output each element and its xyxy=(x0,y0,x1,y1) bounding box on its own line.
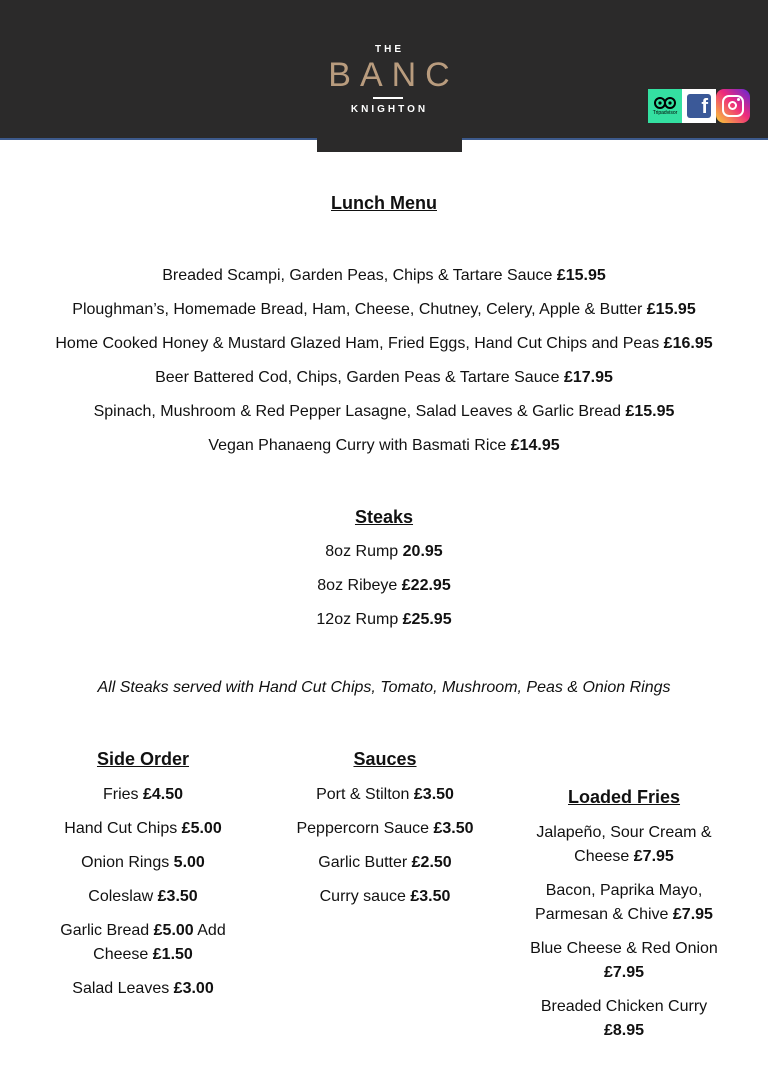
steak-item: 8oz Rump 20.95 xyxy=(325,543,443,560)
logo-town: KNIGHTON xyxy=(350,104,429,115)
side-item: Garlic Bread £5.00 Add Cheese £1.50 xyxy=(60,922,226,963)
side-item: Fries £4.50 xyxy=(102,786,184,803)
loaded-item: Jalapeño, Sour Cream & Cheese £7.95 xyxy=(536,824,712,865)
facebook-icon[interactable]: f xyxy=(682,89,716,123)
loaded-fries-section xyxy=(527,785,721,1053)
lunch-menu-title: Lunch Menu xyxy=(331,193,437,213)
logo-divider xyxy=(373,97,403,99)
loaded-fries-title: Loaded Fries xyxy=(567,787,681,807)
side-order-title: Side Order xyxy=(96,749,190,769)
side-item: Salad Leaves £3.00 xyxy=(72,980,214,997)
logo xyxy=(317,0,462,152)
logo-name: BANC xyxy=(328,56,459,94)
side-order-section xyxy=(50,747,236,1011)
steaks-note: All Steaks served with Hand Cut Chips, Tomato, Mushroom, Peas & Onion Rings xyxy=(97,679,671,696)
lunch-item: Beer Battered Cod, Chips, Garden Peas & Tartare Sauce £17.95 xyxy=(155,369,613,386)
lunch-item: Ploughman’s, Homemade Bread, Ham, Cheese, Chutney, Celery, Apple & Butter £15.95 xyxy=(72,301,696,318)
instagram-icon[interactable] xyxy=(716,89,750,123)
lunch-item: Home Cooked Honey & Mustard Glazed Ham, Fried Eggs, Hand Cut Chips and Peas £16.95 xyxy=(55,335,713,352)
sauce-item: Curry sauce £3.50 xyxy=(319,888,451,905)
steak-item: 12oz Rump £25.95 xyxy=(316,611,452,628)
logo-the: THE xyxy=(375,44,404,55)
lunch-item: Breaded Scampi, Garden Peas, Chips & Tartare Sauce £15.95 xyxy=(162,267,606,284)
loaded-item: Bacon, Paprika Mayo, Parmesan & Chive £7.95 xyxy=(535,882,713,923)
side-item: Coleslaw £3.50 xyxy=(88,888,198,905)
sauces-title: Sauces xyxy=(353,749,417,769)
tripadvisor-icon[interactable]: Tripadvisor xyxy=(648,89,682,123)
side-item: Onion Rings 5.00 xyxy=(81,854,205,871)
loaded-item: Blue Cheese & Red Onion £7.95 xyxy=(530,940,718,981)
steak-item: 8oz Ribeye £22.95 xyxy=(317,577,451,594)
sauce-item: Garlic Butter £2.50 xyxy=(318,854,452,871)
loaded-item: Breaded Chicken Curry £8.95 xyxy=(540,998,708,1039)
steaks-title: Steaks xyxy=(354,507,414,527)
side-item: Hand Cut Chips £5.00 xyxy=(64,820,222,837)
lunch-item: Spinach, Mushroom & Red Pepper Lasagne, Salad Leaves & Garlic Bread £15.95 xyxy=(93,403,675,420)
lunch-item: Vegan Phanaeng Curry with Basmati Rice £14.95 xyxy=(208,437,560,454)
sauces-section xyxy=(285,747,485,919)
sauce-item: Peppercorn Sauce £3.50 xyxy=(296,820,474,837)
sauce-item: Port & Stilton £3.50 xyxy=(316,786,454,803)
social-links xyxy=(648,89,750,123)
